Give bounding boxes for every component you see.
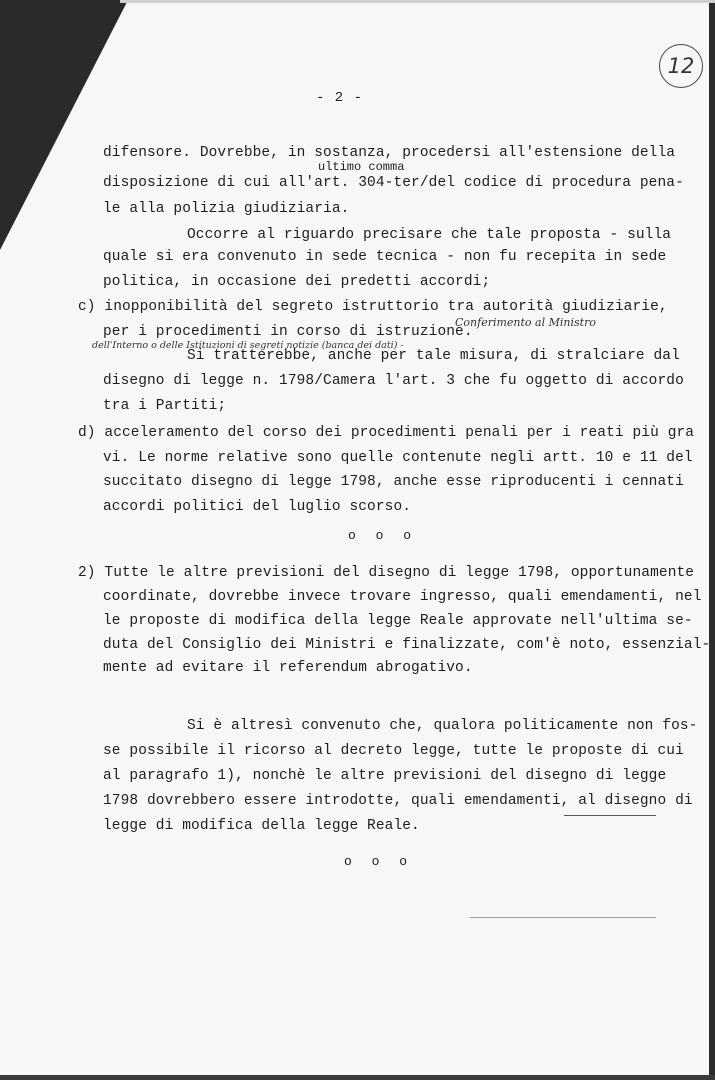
text-line: Si è altresì convenuto che, qualora politicamente non fos-	[187, 718, 698, 734]
scan-edge-bottom	[0, 1075, 715, 1080]
scan-mark	[470, 917, 656, 918]
text-line: coordinate, dovrebbe invece trovare ingresso, quali emendamenti, nel	[103, 589, 702, 605]
handwritten-note: Conferimento al Ministro	[455, 316, 596, 329]
section-separator: o o o	[344, 854, 414, 869]
text-line: duta del Consiglio dei Ministri e finalizzate, com'è noto, essenzial-	[103, 637, 711, 653]
text-line: se possibile il ricorso al decreto legge, tutte le proposte di cui	[103, 743, 684, 759]
text-line: le proposte di modifica della legge Reale approvate nell'ultima se-	[103, 613, 693, 629]
text-line: Si tratterebbe, anche per tale misura, di stralciare dal	[187, 348, 680, 364]
text-line: vi. Le norme relative sono quelle contenute negli artt. 10 e 11 del	[103, 450, 693, 466]
text-line: mente ad evitare il referendum abrogativo.	[103, 660, 473, 676]
text-line: tra i Partiti;	[103, 398, 227, 414]
section-separator: o o o	[348, 528, 418, 543]
text-line: 2) Tutte le altre previsioni del disegno di legge 1798, opportunamente	[78, 565, 695, 581]
text-line: disposizione di cui all'art. 304-ter/del codice di procedura pena-	[103, 175, 684, 191]
text-line: al paragrafo 1), nonchè le altre previsioni del disegno di legge	[103, 768, 667, 784]
interlinear-insert: ultimo comma	[318, 160, 405, 174]
scan-edge-top	[120, 0, 715, 3]
text-line: 1798 dovrebbero essere introdotte, quali emendamenti, al disegno di	[103, 793, 693, 809]
text-line: c) inopponibilità del segreto istruttorio tra autorità giudiziarie,	[78, 299, 668, 315]
text-line: disegno di legge n. 1798/Camera l'art. 3 che fu oggetto di accordo	[103, 373, 684, 389]
page-number: - 2 -	[316, 90, 364, 106]
scan-edge-right	[709, 0, 715, 1080]
text-line: Occorre al riguardo precisare che tale proposta - sulla	[187, 227, 672, 243]
text-line: accordi politici del luglio scorso.	[103, 499, 412, 515]
text-line: d) acceleramento del corso dei procedimenti penali per i reati più gra	[78, 425, 695, 441]
page-stamp: 12	[659, 44, 703, 88]
text-line: quale si era convenuto in sede tecnica - non fu recepita in sede	[103, 249, 667, 265]
text-line: succitato disegno di legge 1798, anche esse riproducenti i cennati	[103, 474, 684, 490]
handwritten-note: dell'Interno o delle Istituzioni di segreti notizie (banca dei dati) -	[92, 340, 404, 351]
text-line: legge di modifica della legge Reale.	[103, 818, 420, 834]
text-line: politica, in occasione dei predetti accordi;	[103, 274, 491, 290]
pen-stroke	[564, 815, 656, 816]
text-line: le alla polizia giudiziaria.	[103, 201, 350, 217]
text-line: per i procedimenti in corso di istruzione.	[103, 324, 473, 340]
text-line: difensore. Dovrebbe, in sostanza, procedersi all'estensione della	[103, 145, 676, 161]
